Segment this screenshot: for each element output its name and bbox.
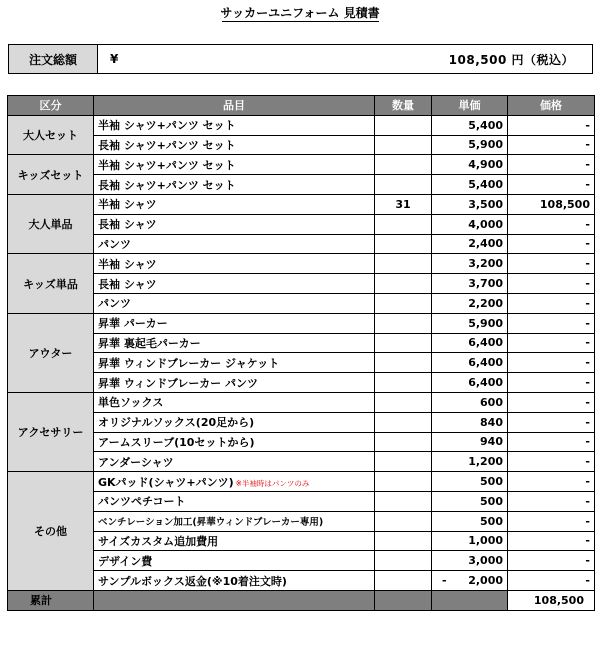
item-name: アームスリーブ(10セットから): [98, 435, 255, 449]
item-name: 単色ソックス: [98, 396, 164, 410]
amount-cell: -: [508, 115, 595, 135]
qty-cell[interactable]: [375, 392, 432, 412]
item-name: 長袖 シャツ+パンツ セット: [98, 178, 236, 192]
qty-cell[interactable]: [375, 353, 432, 373]
unit-price-value: 5,400: [468, 178, 503, 192]
amount-cell: -: [508, 135, 595, 155]
item-name: 長袖 シャツ: [98, 277, 157, 291]
amount-cell: -: [508, 491, 595, 511]
unit-price-cell: [432, 254, 508, 274]
amount-cell: -: [508, 313, 595, 333]
sum-amount: 108,500: [508, 590, 595, 610]
amount-cell: -: [508, 373, 595, 393]
qty-cell[interactable]: [375, 135, 432, 155]
category-cell: 大人単品: [8, 194, 94, 253]
amount-cell: -: [508, 214, 595, 234]
sum-label: 累計: [8, 590, 94, 610]
category-cell: キッズセット: [8, 155, 94, 195]
amount-cell: -: [508, 155, 595, 175]
unit-price-cell: [432, 511, 508, 531]
item-cell: [94, 353, 375, 373]
qty-cell[interactable]: [375, 333, 432, 353]
item-cell: [94, 293, 375, 313]
item-cell: [94, 234, 375, 254]
unit-price-value: 4,900: [468, 158, 503, 172]
item-cell: [94, 452, 375, 472]
item-cell: [94, 511, 375, 531]
item-cell: [94, 531, 375, 551]
amount-cell: -: [508, 571, 595, 591]
category-cell: キッズ単品: [8, 254, 94, 313]
table-row: [8, 115, 595, 135]
unit-price-value: 5,400: [468, 118, 503, 132]
table-row: [8, 293, 595, 313]
item-name: 昇華 パーカー: [98, 317, 168, 331]
qty-cell[interactable]: [375, 313, 432, 333]
item-name: 半袖 シャツ: [98, 198, 157, 212]
qty-cell[interactable]: 31: [375, 194, 432, 214]
item-name: 長袖 シャツ: [98, 218, 157, 232]
table-row: [8, 135, 595, 155]
item-cell: [94, 115, 375, 135]
item-name: アンダーシャツ: [98, 455, 174, 469]
title-underline: [222, 21, 379, 22]
qty-cell[interactable]: [375, 412, 432, 432]
table-row: [8, 194, 595, 214]
item-cell: [94, 135, 375, 155]
table-row: [8, 313, 595, 333]
unit-price-value: 2,400: [468, 237, 503, 251]
item-note: ※半袖時はパンツのみ: [235, 478, 310, 488]
category-cell: アウター: [8, 313, 94, 392]
item-name: オリジナルソックス(20足から): [98, 416, 255, 430]
unit-price-value: 840: [480, 415, 503, 429]
qty-cell[interactable]: [375, 551, 432, 571]
item-cell: [94, 214, 375, 234]
table-row: [8, 571, 595, 591]
header-price: 単価: [432, 96, 508, 116]
unit-price-cell: [432, 373, 508, 393]
unit-price-value: 5,900: [468, 138, 503, 152]
item-cell: [94, 551, 375, 571]
qty-cell[interactable]: [375, 274, 432, 294]
unit-price-cell: [432, 392, 508, 412]
unit-price-cell: [432, 472, 508, 492]
sum-empty-cell: [94, 590, 375, 610]
unit-price-value: 4,000: [468, 217, 503, 231]
item-cell: [94, 333, 375, 353]
table-row: [8, 551, 595, 571]
item-name: サンプルボックス返金(※10着注文時): [98, 574, 287, 588]
unit-price-cell: [432, 135, 508, 155]
header-qty: 数量: [375, 96, 432, 116]
item-cell: [94, 491, 375, 511]
unit-price-value: 3,500: [468, 197, 503, 211]
table-row: [8, 353, 595, 373]
table-row: [8, 511, 595, 531]
sum-row: [8, 590, 595, 610]
qty-cell[interactable]: [375, 452, 432, 472]
item-cell: [94, 571, 375, 591]
category-cell: その他: [8, 472, 94, 591]
qty-cell[interactable]: [375, 214, 432, 234]
table-row: [8, 432, 595, 452]
amount-cell: -: [508, 432, 595, 452]
unit-price-value: 500: [480, 475, 503, 489]
unit-price-value: 6,400: [468, 336, 503, 350]
unit-price-cell: [432, 551, 508, 571]
qty-cell[interactable]: [375, 115, 432, 135]
item-name: 半袖 シャツ+パンツ セット: [98, 158, 236, 172]
table-row: [8, 491, 595, 511]
table-row: [8, 214, 595, 234]
category-cell: 大人セット: [8, 115, 94, 155]
item-name: 半袖 シャツ+パンツ セット: [98, 119, 236, 133]
item-name: パンツペチコート: [98, 495, 186, 509]
item-name: パンツ: [98, 237, 131, 251]
unit-price-value: 500: [480, 494, 503, 508]
table-row: [8, 155, 595, 175]
table-row: [8, 274, 595, 294]
amount-cell: -: [508, 274, 595, 294]
unit-price-value: 5,900: [468, 316, 503, 330]
yen-symbol: ¥: [110, 52, 119, 66]
amount-cell: -: [508, 551, 595, 571]
amount-cell: -: [508, 293, 595, 313]
qty-cell[interactable]: [375, 432, 432, 452]
unit-price-cell: [432, 234, 508, 254]
unit-price-value: 600: [480, 395, 503, 409]
amount-cell: -: [508, 392, 595, 412]
unit-price-cell: [432, 293, 508, 313]
table-row: [8, 175, 595, 195]
unit-price-cell: [432, 571, 508, 591]
unit-price-value: 940: [480, 435, 503, 449]
qty-cell[interactable]: [375, 491, 432, 511]
sum-empty-cell: [432, 590, 508, 610]
unit-price-cell: [432, 353, 508, 373]
qty-cell[interactable]: [375, 571, 432, 591]
qty-cell[interactable]: [375, 175, 432, 195]
unit-price-value: 6,400: [468, 376, 503, 390]
order-total-label: 注文総額: [9, 45, 98, 73]
item-name: サイズカスタム追加費用: [98, 534, 219, 548]
item-cell: [94, 254, 375, 274]
unit-price-value: 3,700: [468, 277, 503, 291]
amount-cell: -: [508, 333, 595, 353]
table-row: [8, 472, 595, 492]
table-row: [8, 254, 595, 274]
unit-price-cell: [432, 214, 508, 234]
qty-cell[interactable]: [375, 254, 432, 274]
amount-cell: -: [508, 254, 595, 274]
unit-price-cell: [432, 491, 508, 511]
unit-price-value: 2,000: [468, 574, 503, 588]
table-row: [8, 452, 595, 472]
amount-cell: -: [508, 472, 595, 492]
item-name: デザイン費: [98, 554, 153, 568]
item-cell: [94, 274, 375, 294]
header-item: 品目: [94, 96, 375, 116]
item-name: GKパッド(シャツ+パンツ): [98, 475, 234, 489]
header-category: 区分: [8, 96, 94, 116]
minus-sign: -: [442, 574, 447, 588]
unit-price-value: 2,200: [468, 296, 503, 310]
order-total-box: [8, 44, 593, 74]
table-row: [8, 412, 595, 432]
unit-price-value: 3,200: [468, 257, 503, 271]
unit-price-value: 6,400: [468, 356, 503, 370]
unit-price-cell: [432, 194, 508, 214]
estimate-table: [7, 95, 595, 611]
item-cell: [94, 155, 375, 175]
item-cell: [94, 175, 375, 195]
unit-price-value: 1,200: [468, 455, 503, 469]
table-row: [8, 234, 595, 254]
item-name: パンツ: [98, 297, 131, 311]
sum-empty-cell: [375, 590, 432, 610]
item-name: 半袖 シャツ: [98, 257, 157, 271]
unit-price-cell: [432, 175, 508, 195]
item-name: 長袖 シャツ+パンツ セット: [98, 138, 236, 152]
amount-cell: -: [508, 234, 595, 254]
item-name: 昇華 裏起毛パーカー: [98, 336, 201, 350]
amount-cell: -: [508, 353, 595, 373]
qty-cell[interactable]: [375, 155, 432, 175]
qty-cell[interactable]: [375, 234, 432, 254]
unit-price-cell: [432, 115, 508, 135]
amount-cell: -: [508, 452, 595, 472]
item-cell: [94, 432, 375, 452]
item-name: 昇華 ウィンドブレーカー パンツ: [98, 376, 259, 390]
item-name: ベンチレーション加工(昇華ウィンドブレーカー専用): [98, 517, 324, 529]
unit-price-cell: [432, 155, 508, 175]
item-cell: [94, 392, 375, 412]
qty-cell[interactable]: [375, 531, 432, 551]
unit-price-value: 3,000: [468, 554, 503, 568]
item-cell: [94, 313, 375, 333]
unit-price-value: 500: [480, 514, 503, 528]
document-title: サッカーユニフォーム 見積書: [220, 6, 380, 20]
amount-cell: 108,500: [508, 194, 595, 214]
qty-cell[interactable]: [375, 373, 432, 393]
item-cell: [94, 472, 375, 492]
table-row: [8, 531, 595, 551]
category-cell: アクセサリー: [8, 392, 94, 471]
item-cell: [94, 194, 375, 214]
header-amount: 価格: [508, 96, 595, 116]
header-row: [8, 96, 595, 116]
item-cell: [94, 373, 375, 393]
qty-cell[interactable]: [375, 472, 432, 492]
unit-price-cell: [432, 274, 508, 294]
unit-price-value: 1,000: [468, 534, 503, 548]
unit-price-cell: [432, 412, 508, 432]
amount-cell: -: [508, 175, 595, 195]
unit-price-cell: [432, 333, 508, 353]
table-row: [8, 373, 595, 393]
table-row: [8, 333, 595, 353]
qty-cell[interactable]: [375, 293, 432, 313]
item-name: 昇華 ウィンドブレーカー ジャケット: [98, 356, 280, 370]
unit-price-cell: [432, 432, 508, 452]
unit-price-cell: [432, 452, 508, 472]
amount-cell: -: [508, 511, 595, 531]
qty-cell[interactable]: [375, 511, 432, 531]
amount-cell: -: [508, 531, 595, 551]
unit-price-cell: [432, 531, 508, 551]
unit-price-cell: [432, 313, 508, 333]
table-row: [8, 392, 595, 412]
order-total-amount: 108,500 円（税込）: [448, 52, 574, 67]
item-cell: [94, 412, 375, 432]
estimate-body: [8, 115, 595, 590]
amount-cell: -: [508, 412, 595, 432]
